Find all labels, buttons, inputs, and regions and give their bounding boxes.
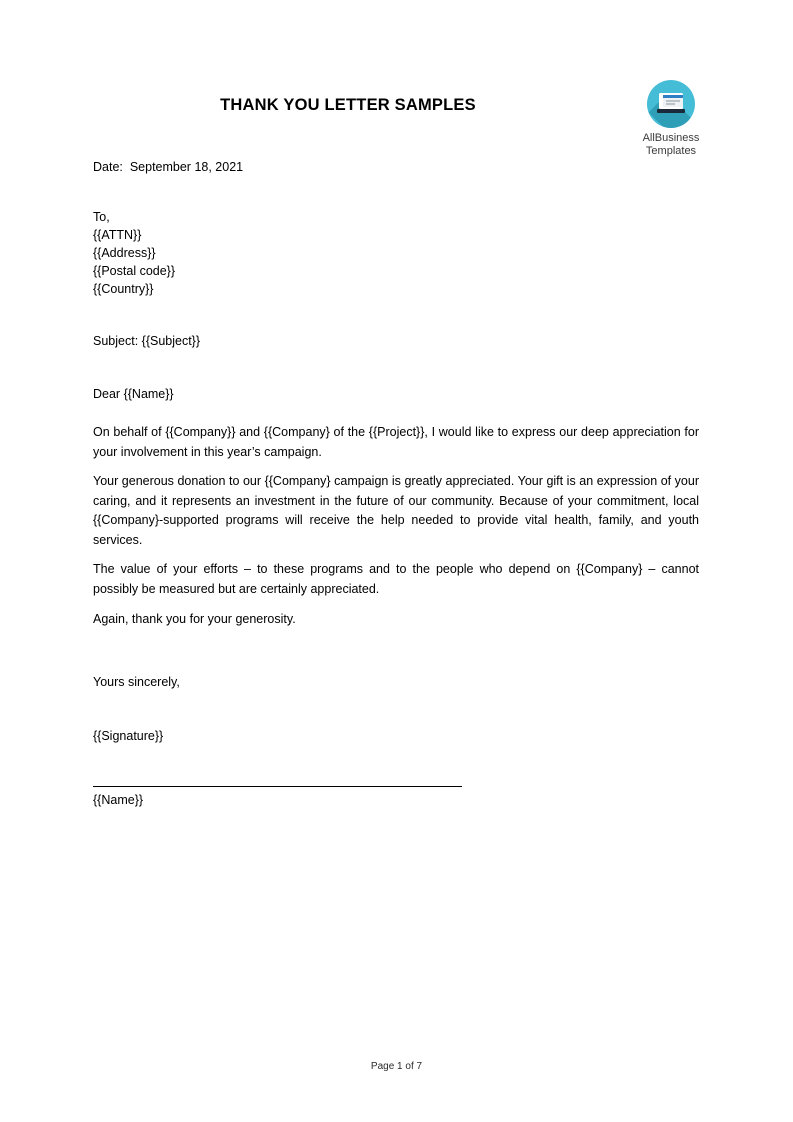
address-street: {{Address}} [93,246,156,260]
brand-name-line-1: AllBusiness [642,132,700,144]
laptop-glyph [657,93,685,115]
body-paragraph: The value of your efforts – to these programs and to the people who depend on {{Company} – cannot possibly be measured but are certainly appreciated. [93,562,699,596]
signature-name: {{Name}} [93,793,144,807]
date-line: Date: September 18, 2021 [93,160,244,174]
signature-rule [93,786,462,787]
body-paragraph: Your generous donation to our {{Company} campaign is greatly appreciated. Your gift is an expression of your caring, and it represents an investment in the future of our community. Because of your commitment, local {{Company}-supported programs will receive the help needed to provide vital health, family, and youth services. [93,474,699,547]
closing-line: Yours sincerely, [93,675,180,689]
brand-name-line-2: Templates [645,145,697,157]
address-postal-code: {{Postal code}} [93,264,176,278]
address-attn: {{ATTN}} [93,228,142,242]
page-footer: Page 1 of 7 [370,1061,423,1072]
subject-line: Subject: {{Subject}} [93,334,201,348]
address-to-label: To, [93,210,110,224]
body-paragraph: On behalf of {{Company}} and {{Company} of the {{Project}}, I would like to express our deep appreciation for your involvement in this year’s campaign. [93,425,699,459]
brand-logo [626,80,716,158]
brand-name [626,132,716,158]
page-title: THANK YOU LETTER SAMPLES [220,96,476,114]
signature-placeholder: {{Signature}} [93,729,164,743]
laptop-icon [647,80,695,128]
laptop-screen-textline [666,103,675,105]
laptop-screen-textline [666,100,680,102]
salutation-line: Dear {{Name}} [93,387,174,401]
recipient-address-block [93,208,175,298]
laptop-screen-titlebar [663,95,683,98]
body-paragraph: Again, thank you for your generosity. [93,612,296,626]
laptop-screen [663,95,683,107]
laptop-lid [659,93,683,109]
laptop-base [657,109,685,113]
address-country: {{Country}} [93,282,154,296]
